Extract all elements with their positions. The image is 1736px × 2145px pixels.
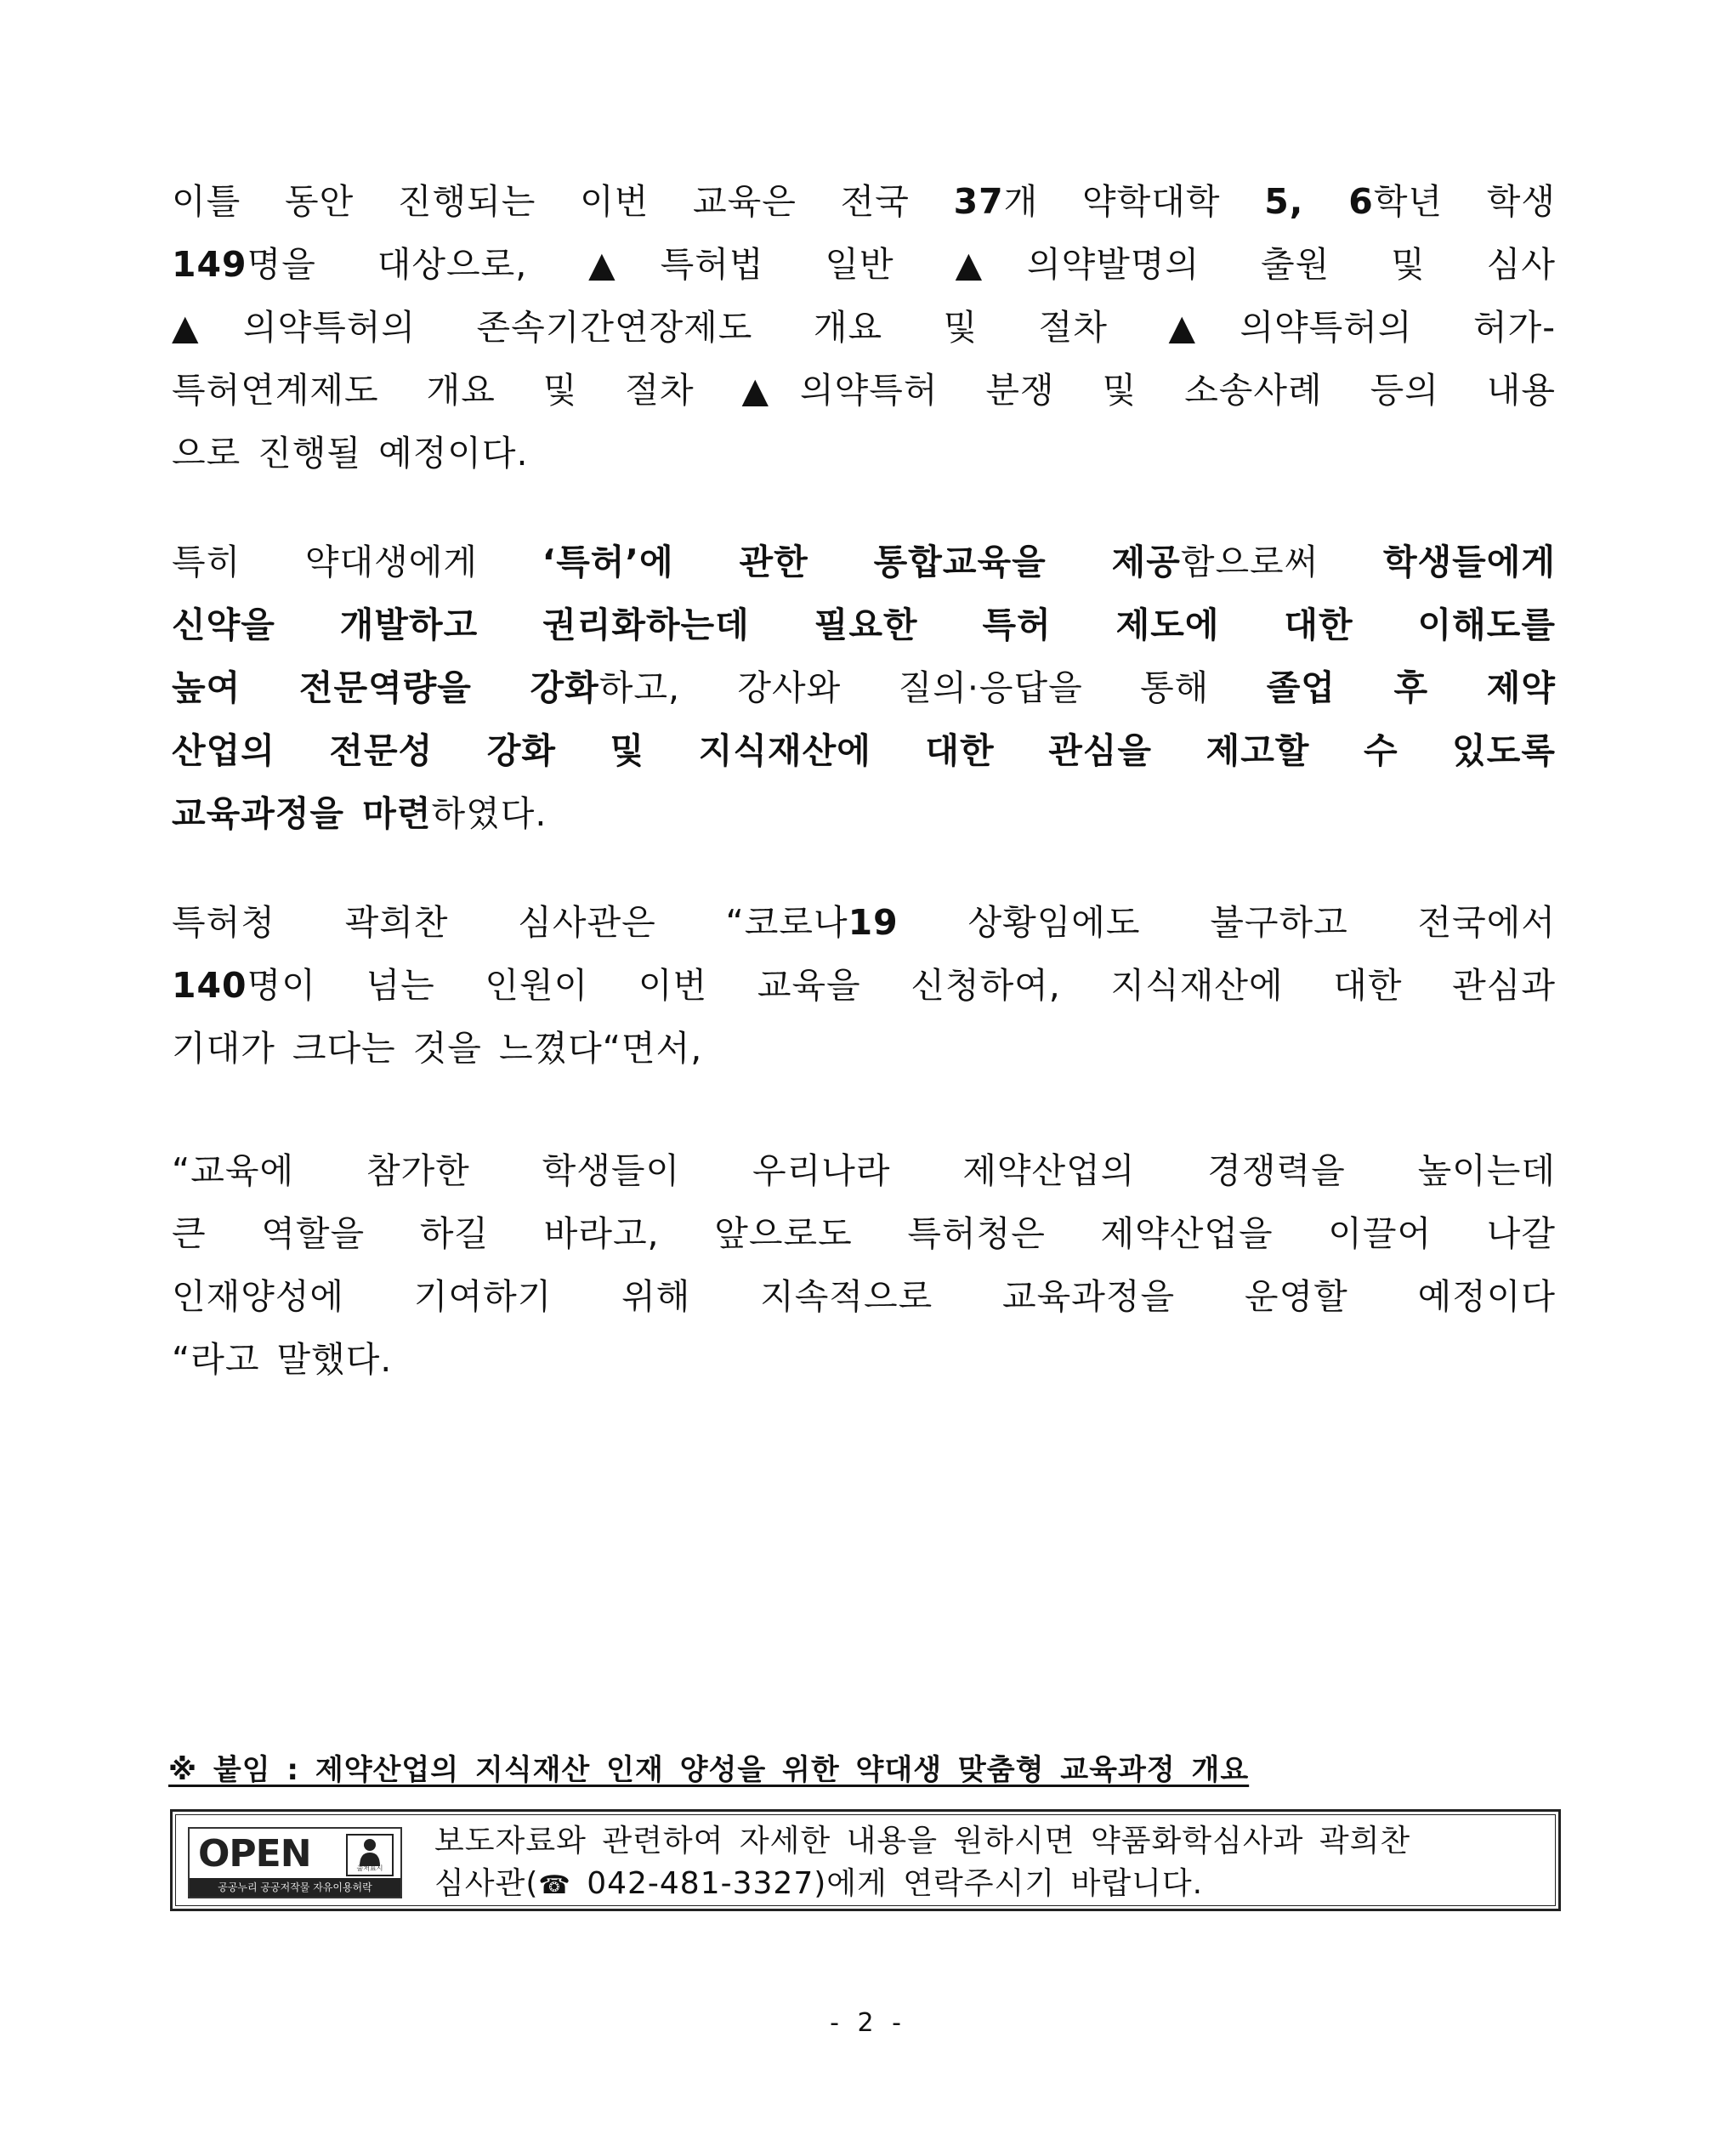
text-line: [172, 954, 1556, 1017]
contact-box: [170, 1809, 1561, 1911]
bold-run: 높여 전문역량을 강화: [172, 667, 599, 708]
bold-run: 졸업 후 제약: [1266, 667, 1556, 708]
text-line: [172, 422, 1556, 485]
text-line: [172, 656, 1556, 719]
text-run: “라고 말했다.: [172, 1339, 393, 1380]
phone-icon: ☎: [538, 1870, 571, 1900]
text-line: [172, 719, 1556, 782]
text-run: 명이 넘는 인원이 이번 교육을 신청하여, 지식재산에 대한 관심과: [247, 965, 1556, 1006]
paragraph-2: [172, 531, 1556, 845]
text-run: 학년 학생: [1373, 181, 1556, 222]
page-number: - 2 -: [830, 2008, 906, 2038]
bold-run: 5, 6: [1264, 181, 1374, 222]
bold-run: 149: [172, 244, 247, 285]
bold-run: 19: [848, 902, 899, 943]
text-run: 기대가 크다는 것을 느꼈다“면서,: [172, 1028, 703, 1069]
attachment-note: ※ 붙임 : 제약산업의 지식재산 인재 양성을 위한 약대생 맞춤형 교육과정 개요: [168, 1753, 1250, 1787]
attribution-caption: 출처표시: [356, 1864, 383, 1872]
text-line: [172, 1265, 1556, 1328]
text-line: [172, 233, 1556, 296]
bold-run: 신약을 개발하고 권리화하는데 필요한 특허 제도에 대한 이해도를: [172, 604, 1556, 645]
text-run: 개 약학대학: [1003, 181, 1265, 222]
text-run: “교육에 참가한 학생들이 우리나라 제약산업의 경쟁력을 높이는데: [172, 1150, 1556, 1191]
attribution-person-icon: [346, 1834, 394, 1876]
text-line: [172, 296, 1556, 359]
paragraph-1: [172, 170, 1556, 485]
text-line: [172, 782, 1556, 845]
text-run: 상황임에도 불구하고 전국에서: [898, 902, 1556, 943]
text-line: [172, 359, 1556, 422]
contact-line-2: [434, 1863, 1540, 1907]
text-line: [172, 1202, 1556, 1265]
text-run: 특허연계제도 개요 및 절차 ▲의약특허 분쟁 및 소송사례 등의 내용: [172, 370, 1556, 411]
text-line: [172, 531, 1556, 593]
contact-line-2-prefix: 심사관(: [434, 1866, 539, 1901]
text-line: [172, 170, 1556, 233]
paragraph-4: [172, 1139, 1556, 1391]
text-run: 인재양성에 기여하기 위해 지속적으로 교육과정을 운영할 예정이다: [172, 1276, 1556, 1317]
contact-phone-text: 042-481-3327)에게 연락주시기 바랍니다.: [570, 1866, 1204, 1901]
paragraph-3: [172, 891, 1556, 1080]
text-line: [172, 1017, 1556, 1080]
text-run: 하고, 강사와 질의·응답을 통해: [599, 667, 1267, 708]
text-line: [172, 1328, 1556, 1391]
text-line: [172, 593, 1556, 656]
text-run: ▲의약특허의 존속기간연장제도 개요 및 절차 ▲의약특허의 허가-: [172, 307, 1556, 348]
contact-line-1: 보도자료와 관련하여 자세한 내용을 원하시면 약품화학심사과 곽희찬: [434, 1824, 1411, 1858]
text-run: 하였다.: [431, 793, 547, 834]
text-run: 으로 진행될 예정이다.: [172, 433, 529, 474]
bold-run: 산업의 전문성 강화 및 지식재산에 대한 관심을 제고할 수 있도록: [172, 730, 1556, 771]
text-run: 큰 역할을 하길 바라고, 앞으로도 특허청은 제약산업을 이끌어 나갈: [172, 1213, 1556, 1254]
kogl-footer-text: 공공누리 공공저작물 자유이용허락: [190, 1878, 400, 1897]
bold-run: 140: [172, 965, 247, 1006]
open-logo-text: OPEN: [198, 1832, 311, 1875]
bold-run: 학생들에게: [1382, 542, 1556, 582]
text-line: [172, 1139, 1556, 1202]
text-line: [172, 891, 1556, 954]
text-run: 특허청 곽희찬 심사관은 “코로나: [172, 902, 848, 943]
text-run: 이틀 동안 진행되는 이번 교육은 전국: [172, 181, 954, 222]
text-run: 명을 대상으로, ▲특허법 일반 ▲의약발명의 출원 및 심사: [247, 244, 1556, 285]
bold-run: 37: [953, 181, 1004, 222]
text-run: 특히 약대생에게: [172, 542, 542, 582]
bold-run: ‘특허’에 관한 통합교육을 제공: [542, 542, 1181, 582]
contact-text: [434, 1820, 1540, 1907]
bold-run: 교육과정을 마련: [172, 793, 432, 834]
text-run: 함으로써: [1180, 542, 1383, 582]
kogl-open-badge: [188, 1827, 402, 1898]
